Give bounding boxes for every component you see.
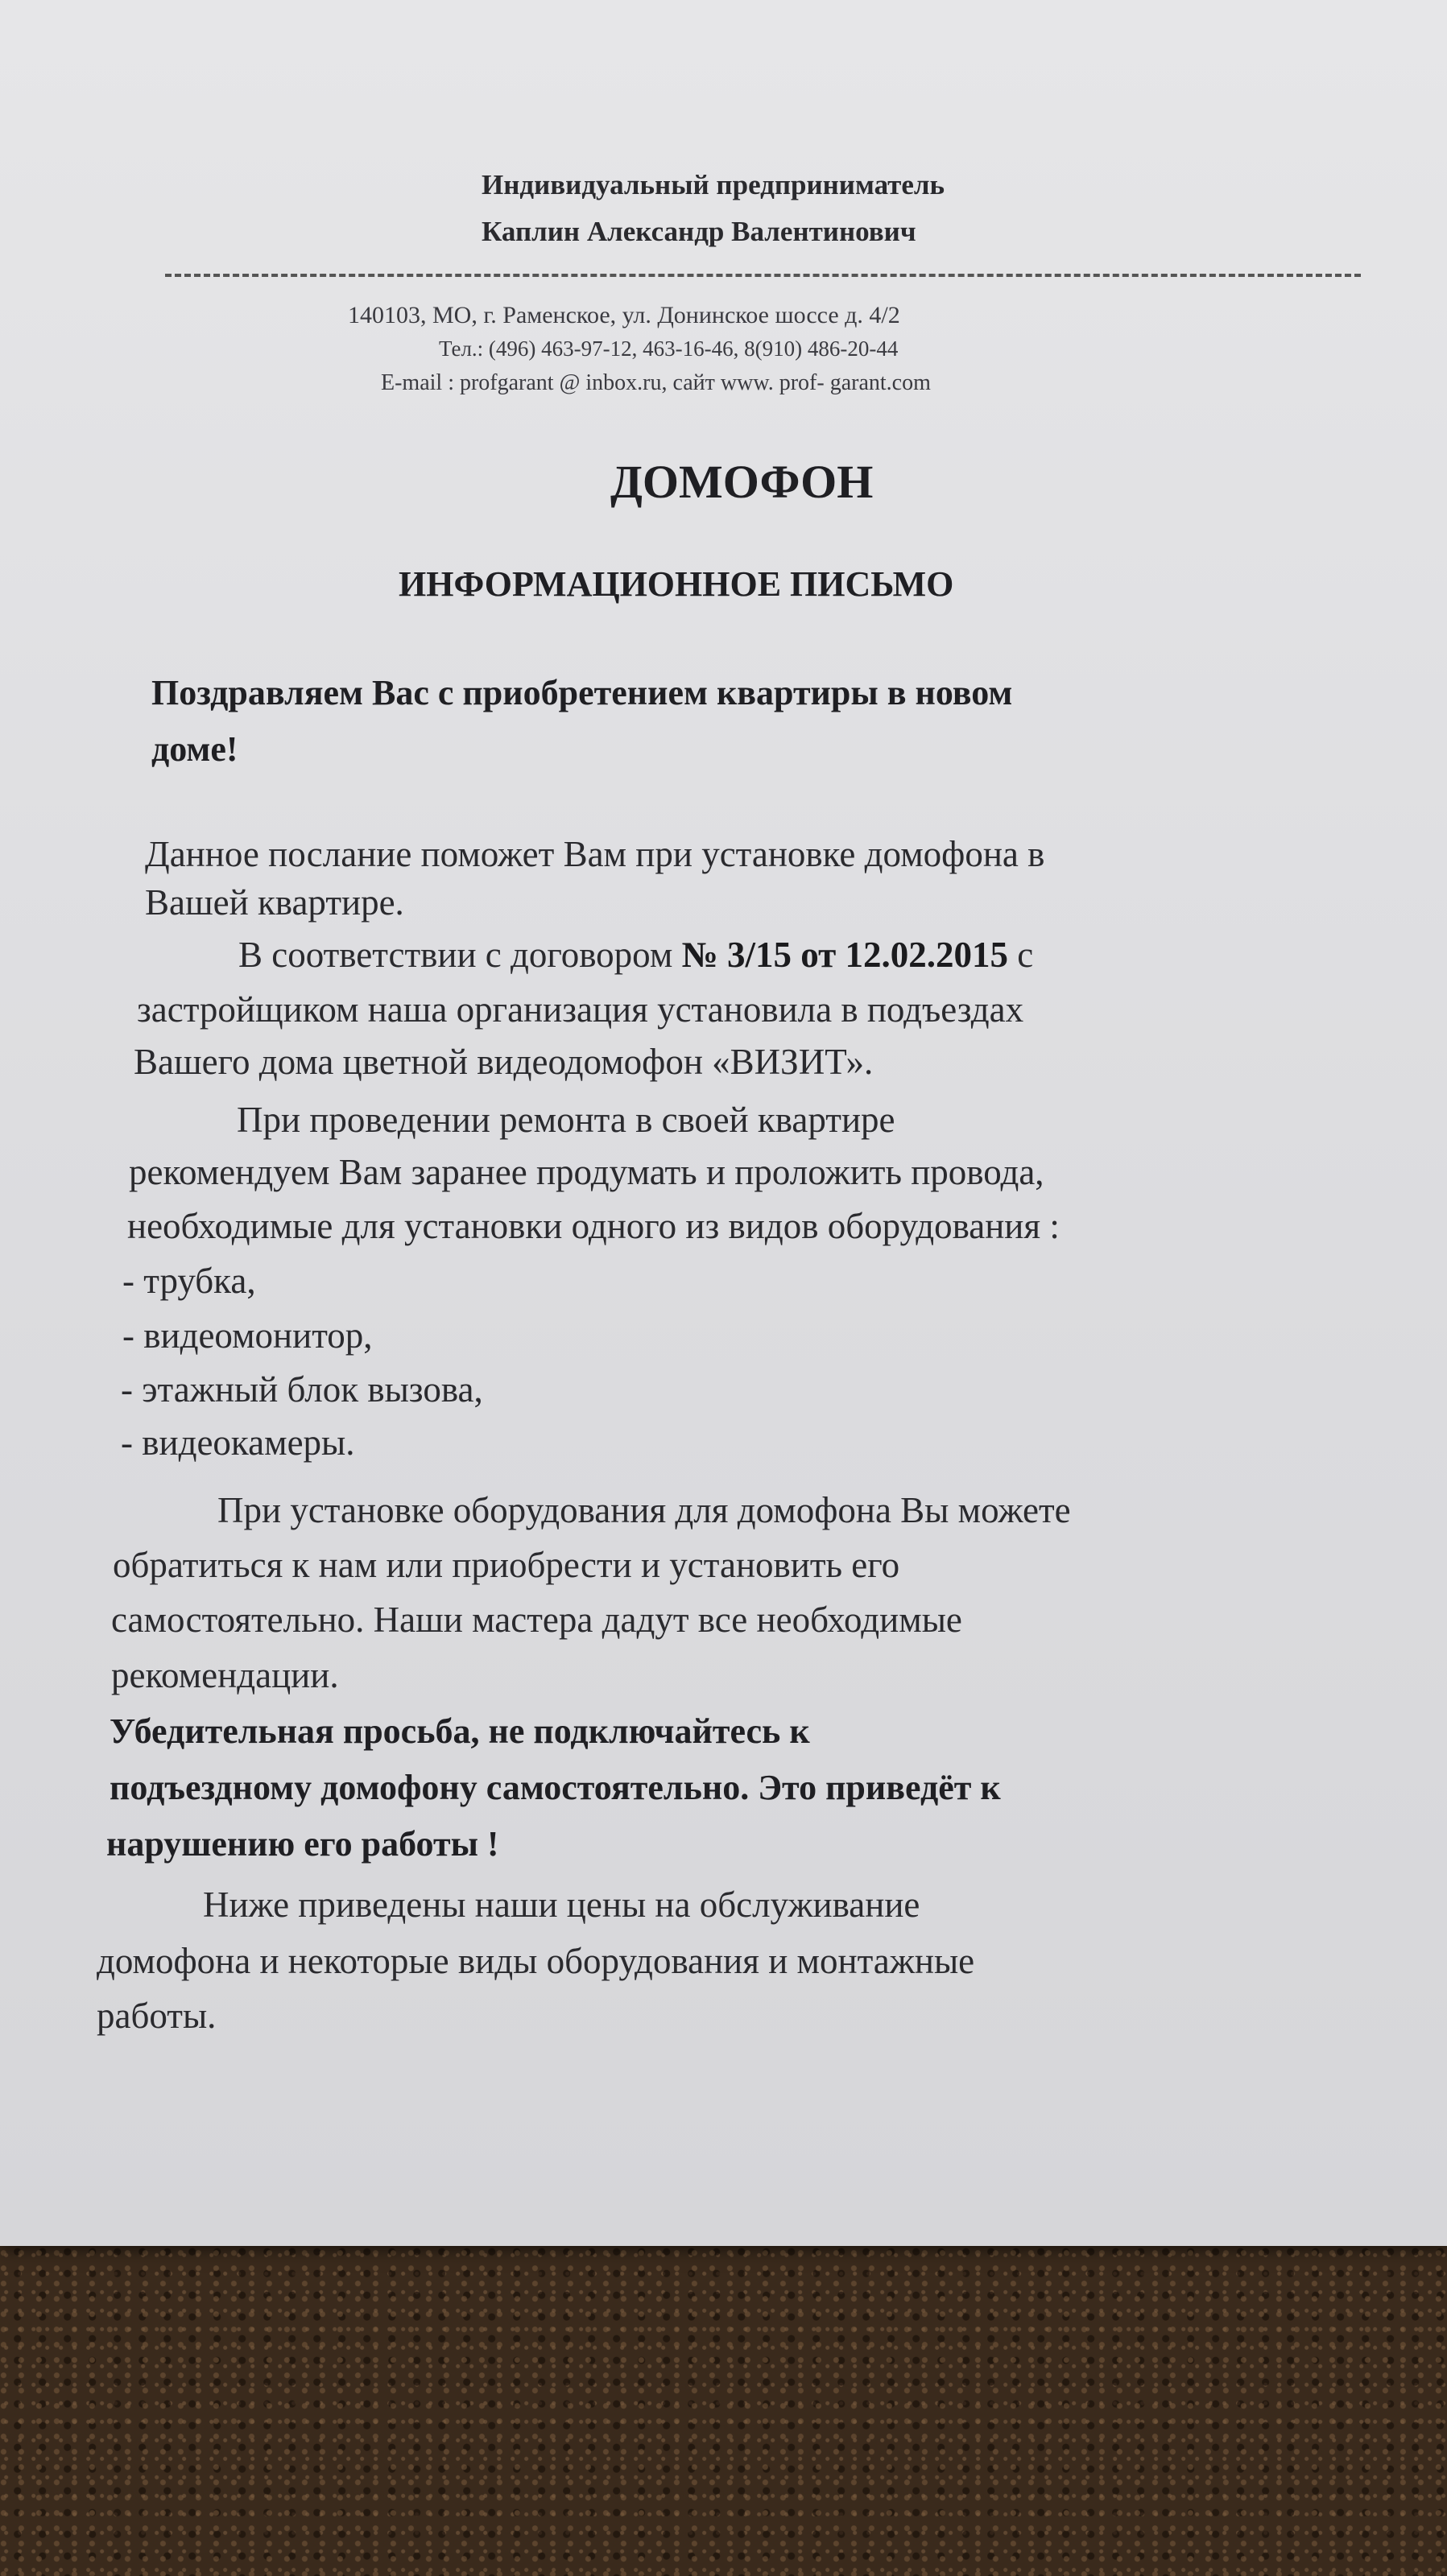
warning-line-3: нарушению его работы !: [106, 1824, 499, 1864]
prices-line-1: Ниже приведены наши цены на обслуживание: [203, 1885, 920, 1925]
contract-line-1: [238, 934, 1033, 976]
document-title: ДОМОФОН: [610, 456, 874, 508]
contract-post: с: [1008, 935, 1034, 975]
warning-line-1: Убедительная просьба, не подключайтесь к: [110, 1711, 810, 1751]
install-line-2: обратиться к нам или приобрести и установить его: [113, 1545, 900, 1585]
phones: Тел.: (496) 463-97-12, 463-16-46, 8(910) 486-20-44: [439, 336, 899, 361]
intro-line-1: Данное послание поможет Вам при установке домофона в: [145, 834, 1045, 874]
warning-line-2: подъездному домофону самостоятельно. Это приведёт к: [110, 1768, 1001, 1807]
entrepreneur-name: Каплин Александр Валентинович: [482, 216, 916, 247]
contract-line-2: застройщиком наша организация установила в подъездах: [137, 989, 1024, 1030]
equipment-item: - этажный блок вызова,: [121, 1369, 483, 1410]
org-type: Индивидуальный предприниматель: [482, 169, 945, 200]
renovation-line-1: При проведении ремонта в своей квартире: [237, 1100, 895, 1140]
prices-line-3: работы.: [97, 1996, 217, 2036]
email-site: E-mail : profgarant @ inbox.ru, сайт www. prof- garant.com: [381, 370, 931, 395]
renovation-line-3: необходимые для установки одного из видов оборудования :: [127, 1206, 1060, 1246]
intro-line-2: Вашей квартире.: [145, 882, 404, 923]
prices-line-2: домофона и некоторые виды оборудования и монтажные: [97, 1941, 975, 1981]
contract-number: № 3/15 от 12.02.2015: [681, 935, 1009, 975]
header-divider: [165, 274, 1361, 277]
install-line-1: При установке оборудования для домофона Вы можете: [217, 1490, 1071, 1530]
install-line-3: самостоятельно. Наши мастера дадут все необходимые: [111, 1600, 962, 1640]
address: 140103, МО, г. Раменское, ул. Донинское шоссе д. 4/2: [348, 302, 900, 328]
contract-pre: В соответствии с договором: [238, 935, 682, 975]
renovation-line-2: рекомендуем Вам заранее продумать и проложить провода,: [129, 1152, 1044, 1192]
equipment-item: - видеокамеры.: [121, 1422, 355, 1463]
document-subtitle: ИНФОРМАЦИОННОЕ ПИСЬМО: [399, 564, 954, 604]
greeting-line-2: доме!: [151, 729, 238, 769]
contract-line-3: Вашего дома цветной видеодомофон «ВИЗИТ».: [134, 1042, 874, 1082]
install-line-4: рекомендации.: [111, 1655, 339, 1695]
equipment-item: - видеомонитор,: [122, 1315, 373, 1356]
equipment-item: - трубка,: [122, 1261, 256, 1301]
greeting-line-1: Поздравляем Вас с приобретением квартиры в новом: [151, 673, 1013, 712]
